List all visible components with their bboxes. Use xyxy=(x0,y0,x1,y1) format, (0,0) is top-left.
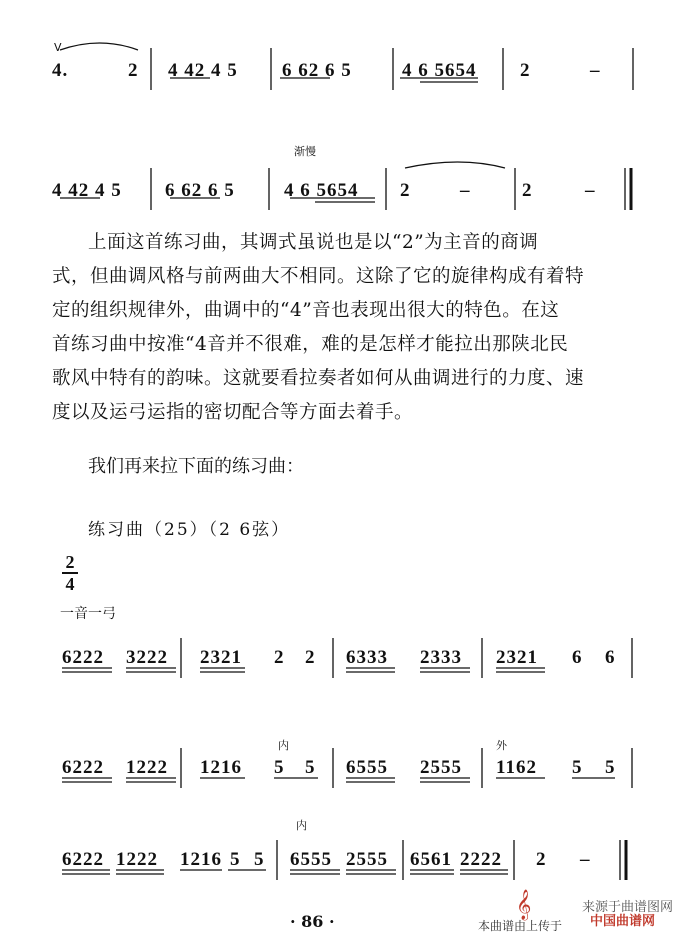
note-group: 1216 xyxy=(200,757,242,778)
note-group: 2222 xyxy=(460,849,502,870)
note-group: 5 xyxy=(572,757,583,778)
fingering-outer: 外 xyxy=(496,739,507,752)
staff-line-5 xyxy=(0,819,675,900)
note-group: 6333 xyxy=(346,647,388,668)
note-group: 6555 xyxy=(290,849,332,870)
note-group: 2 xyxy=(274,647,285,668)
note-group: 6555 xyxy=(346,757,388,778)
note-group: 2 xyxy=(520,60,531,81)
note-group: 4. xyxy=(52,60,69,81)
note-group: – xyxy=(590,60,601,81)
note-group: 5 xyxy=(274,757,285,778)
note-group: 6 62 6 5 xyxy=(282,60,352,81)
note-group: 5 xyxy=(305,757,316,778)
page-number: · 86 · xyxy=(290,912,335,931)
note-group: 2 xyxy=(536,849,547,870)
note-group: 1216 xyxy=(180,849,222,870)
bowing-instruction: 一音一弓 xyxy=(60,606,116,622)
para-line: 式，但曲调风格与前两曲大不相同。这除了它的旋律构成有着特 xyxy=(52,266,585,287)
note-group: 2 xyxy=(400,180,411,201)
note-group: 2555 xyxy=(420,757,462,778)
note-group: 2333 xyxy=(420,647,462,668)
note-group: 1222 xyxy=(116,849,158,870)
note-group: 6 xyxy=(572,647,583,668)
time-signature xyxy=(62,553,78,593)
note-group: 2 xyxy=(522,180,533,201)
para-line: 定的组织规律外，曲调中的“4”音也表现出很大的特色。在这 xyxy=(52,300,560,321)
note-group: – xyxy=(580,849,591,870)
note-group: 6222 xyxy=(62,849,104,870)
watermark-source: 来源于曲谱图网 xyxy=(582,900,674,915)
note-group: 1162 xyxy=(496,757,537,778)
note-group: – xyxy=(460,180,471,201)
note-group: 5 xyxy=(254,849,265,870)
note-group: 4 6 5654 xyxy=(284,180,359,201)
para-line: 上面这首练习曲，其调式虽说也是以“2”为主音的商调 xyxy=(88,232,539,253)
time-bottom: 4 xyxy=(65,574,75,594)
fingering-inner: 内 xyxy=(278,739,289,752)
note-group: 4 6 5654 xyxy=(402,60,477,81)
tempo-marking: 渐慢 xyxy=(294,145,316,158)
note-group: 6222 xyxy=(62,757,104,778)
staff-line-3 xyxy=(0,628,675,698)
note-group: 4 42 4 5 xyxy=(52,180,122,201)
watermark-uploader: 本曲谱由上传于 xyxy=(478,919,563,933)
note-group: 2321 xyxy=(200,647,242,668)
note-group: 2 xyxy=(305,647,316,668)
exercise-title: 练习曲（25）（2 6弦） xyxy=(88,520,291,540)
note-group: 3222 xyxy=(126,647,168,668)
time-top: 2 xyxy=(65,552,75,572)
para-line: 度以及运弓运指的密切配合等方面去着手。 xyxy=(52,402,414,423)
para-line: 首练习曲中按准“4音并不很难，难的是怎样才能拉出那陕北民 xyxy=(52,334,569,355)
note-group: 6 62 6 5 xyxy=(165,180,235,201)
explanation-paragraph xyxy=(52,226,642,430)
intro-text: 我们再来拉下面的练习曲： xyxy=(88,456,304,477)
note-group: 6561 xyxy=(410,849,452,870)
note-group: 2555 xyxy=(346,849,388,870)
note-group: 5 xyxy=(230,849,241,870)
staff-line-2 xyxy=(0,150,675,220)
note-group: 6 xyxy=(605,647,616,668)
staff-line-4 xyxy=(0,738,675,808)
note-group: 5 xyxy=(605,757,616,778)
watermark-logo: 中国曲谱网 xyxy=(590,914,656,929)
note-group: 2 xyxy=(128,60,139,81)
treble-clef-icon: 𝄞 xyxy=(516,890,532,920)
note-group: 2321 xyxy=(496,647,538,668)
fingering-inner: 内 xyxy=(296,819,307,832)
note-group: 4 42 4 5 xyxy=(168,60,238,81)
staff-line-1 xyxy=(0,28,675,98)
note-group: 1222 xyxy=(126,757,168,778)
note-group: – xyxy=(585,180,596,201)
para-line: 歌风中特有的韵味。这就要看拉奏者如何从曲调进行的力度、速 xyxy=(52,368,585,389)
note-group: 6222 xyxy=(62,647,104,668)
bow-mark: V xyxy=(54,41,62,54)
